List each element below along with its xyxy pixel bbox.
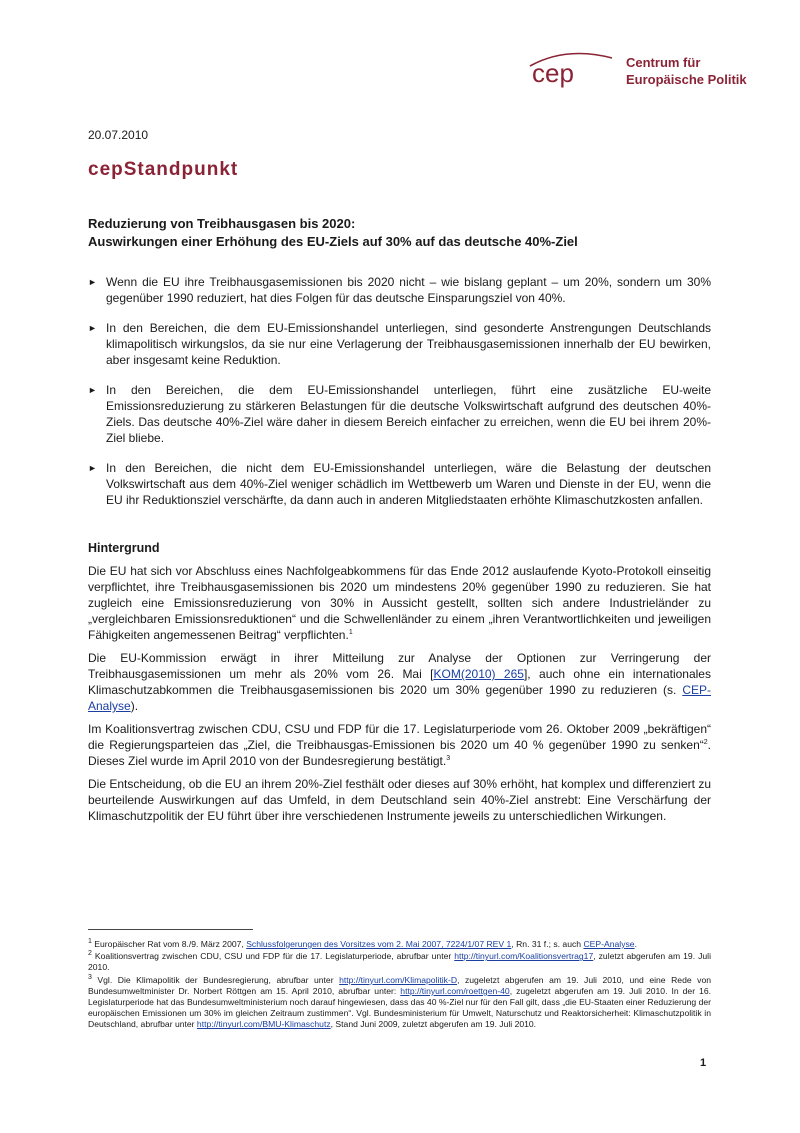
background-paragraph-2: Die EU-Kommission erwägt in ihrer Mitteilung zur Analyse der Optionen zur Verringerung der Treibhausgasemissionen um mehr als 20% vom 26. Mai [KOM(2010) 265], auch ohne ein internationales Klimaschutzabkommen die Treibhausgasemissionen bis 2020 um 30% gegenüber 1990 zu reduzieren (s. CEP-Analyse).: [88, 651, 711, 713]
koalitionsvertrag-link[interactable]: http://tinyurl.com/Koalitionsvertrag17: [454, 951, 594, 962]
bullet-arrow-icon: ►: [88, 323, 97, 333]
cep-logo-mark: [526, 48, 616, 94]
bullet-item: [88, 320, 711, 368]
bullet-item: [88, 274, 711, 306]
footnote-1: $^1$ Europäischer Rat vom 8./9. März 2007, Schlussfolgerungen des Vorsitzes vom 2. Mai 2007, 7224/1/07 REV 1, Rn. 31 f.; s. auch CEP-Analyse.: [88, 938, 637, 949]
klimapolitik-link[interactable]: http://tinyurl.com/Klimapolitik-D: [339, 974, 458, 985]
org-name-line1: Centrum für: [626, 55, 701, 70]
bmu-klimaschutz-link[interactable]: http://tinyurl.com/BMU-Klimaschutz: [196, 1019, 331, 1030]
background-heading: Hintergrund: [88, 541, 160, 555]
footnote-2: $^2$ Koalitionsvertrag zwischen CDU, CSU und FDP für die 17. Legislaturperiode, abrufbar unter http://tinyurl.com/Koalitionsvertrag17, zuletzt abgerufen am 19. Juli 2010.: [88, 950, 711, 973]
footnote-ref: 2: [703, 739, 708, 746]
series-title: cepStandpunkt: [88, 159, 239, 180]
footnote-ref: 1: [348, 629, 353, 636]
logo-wordmark: cep: [532, 58, 574, 88]
bullet-text: In den Bereichen, die nicht dem EU-Emissionshandel unterliegen, wäre die Belastung der deutschen Volkswirtschaft aus dem 40%-Ziel weniger schädlich im Wettbewerb um Waren und Dienste in der EU, wenn die EU ihr Reduktionsziel verschärfte, da dann auch in anderen Mitgliedstaaten erhöhte Klimaschutzkosten anfallen.: [106, 461, 711, 507]
footnote-3: $^3$ Vgl. Die Klimapolitik der Bundesregierung, abrufbar unter http://tinyurl.com/Klimapolitik-D, zugeletzt abgerufen am 19. Juli 2010, und eine Rede von Bundesumweltminister Dr. Norbert Röttgen am 15. April 2010, abrufbar unter: http://tinyurl.com/roettgen-40, zugeletzt abgerufen am 19. Juli 2010. In der 16. Legislaturperiode hat das Bundesumweltministerium noch darauf hingewiesen, dass das 40 %-Ziel nur für den Fall gilt, dass „die EU-Staaten einer Reduzierung der europäischen Emissionen um 30% im gleichen Zeitraum zustimmen“. Vgl. Bundesministerium für Umwelt, Naturschutz und Reaktorsicherheit: Klimaschutzpolitik in Deutschland, abrufbar unter http://tinyurl.com/BMU-Klimaschutz, Stand Juni 2009, zuletzt abgerufen am 19. Juli 2010.: [88, 973, 712, 1030]
document-title: [88, 215, 728, 251]
roettgen-link[interactable]: http://tinyurl.com/roettgen-40: [400, 985, 510, 996]
bullet-item: [88, 382, 711, 446]
footnotes: [88, 939, 711, 1032]
cep-analyse-link[interactable]: CEP-Analyse: [88, 683, 711, 713]
title-line2: Auswirkungen einer Erhöhung des EU-Ziels auf 30% auf das deutsche 40%-Ziel: [88, 234, 578, 249]
footnote-divider: [88, 929, 253, 930]
cep-logo: [526, 48, 786, 108]
org-name-line2: Europäische Politik: [626, 72, 747, 87]
background-paragraph-3: Im Koalitionsvertrag zwischen CDU, CSU und FDP für die 17. Legislaturperiode vom 26. Oktober 2009 „bekräftigen“ die Regierungsparteien das „Ziel, die Treibhausgas-Emissionen bis 2020 um 40 % gegenüber 1990 zu senken“$^2$. Dieses Ziel wurde im April 2010 von der Bundesregierung bestätigt.$^3$: [88, 722, 711, 768]
document-date: 20.07.2010: [88, 128, 149, 142]
bullet-item: [88, 460, 711, 508]
bullet-text: In den Bereichen, die dem EU-Emissionshandel unterliegen, sind gesonderte Anstrengungen Deutschlands klimapolitisch wirkungslos, da sie nur eine Verlagerung der Treibhausgasemissionen innerhalb der EU bewirken, aber insgesamt keine Reduktion.: [106, 321, 711, 367]
bullet-arrow-icon: ►: [88, 463, 97, 473]
cep-analyse-footnote-link[interactable]: CEP-Analyse: [583, 939, 635, 949]
footnote-ref: 3: [446, 755, 451, 762]
bullet-arrow-icon: ►: [88, 277, 97, 287]
bullet-text: In den Bereichen, die dem EU-Emissionshandel unterliegen, führt eine zusätzliche EU-weite Emissionsreduzierung zu stärkeren Belastungen für die deutsche Volkswirtschaft aufgrund des deutschen 40%-Ziels. Das deutsche 40%-Ziel wäre daher in diesem Bereich einfacher zu erreichen, wenn die EU bei ihrem 20%-Ziel bliebe.: [106, 383, 711, 445]
kom-2010-265-link[interactable]: KOM(2010) 265: [433, 667, 524, 681]
title-line1: Reduzierung von Treibhausgasen bis 2020:: [88, 216, 356, 231]
background-paragraph-4: Die Entscheidung, ob die EU an ihrem 20%-Ziel festhält oder dieses auf 30% erhöht, hat komplex und differenziert zu beurteilende Auswirkungen auf das Umfeld, in dem Deutschland sein 40%-Ziel anstrebt: Eine Verschärfung der Klimaschutzpolitik der EU führt über ihre verschiedenen Instrumente jeweils zu unterschiedlichen Wirkungen.: [88, 777, 711, 823]
schlussfolgerungen-link[interactable]: Schlussfolgerungen des Vorsitzes vom 2. Mai 2007, 7224/1/07 REV 1: [246, 939, 512, 949]
bullet-arrow-icon: ►: [88, 385, 97, 395]
page-number: 1: [700, 1057, 707, 1069]
background-section: [88, 540, 711, 831]
summary-bullets: [88, 274, 711, 522]
bullet-text: Wenn die EU ihre Treibhausgasemissionen bis 2020 nicht – wie bislang geplant – um 20%, sondern um 30% gegenüber 1990 reduziert, hat dies Folgen für das deutsche Einsparungsziel von 40%.: [106, 275, 711, 305]
background-paragraph-1: Die EU hat sich vor Abschluss eines Nachfolgeabkommens für das Ende 2012 auslaufende Kyoto-Protokoll einseitig verpflichtet, ihre Treibhausgasemissionen bis 2020 um mindestens 20% gegenüber 1990 zu reduzieren. Sie hat zugleich eine Emissionsreduzierung von 30% in Aussicht gestellt, sollten sich andere Industrieländer zu „vergleichbaren Emissionsreduktionen“ und die Schwellenländer zu einem „ihren Verantwortlichkeiten und jeweiligen Fähigkeiten angemessenen Beitrag“ verpflichten.$^1$: [88, 564, 711, 642]
org-name: [626, 54, 747, 88]
